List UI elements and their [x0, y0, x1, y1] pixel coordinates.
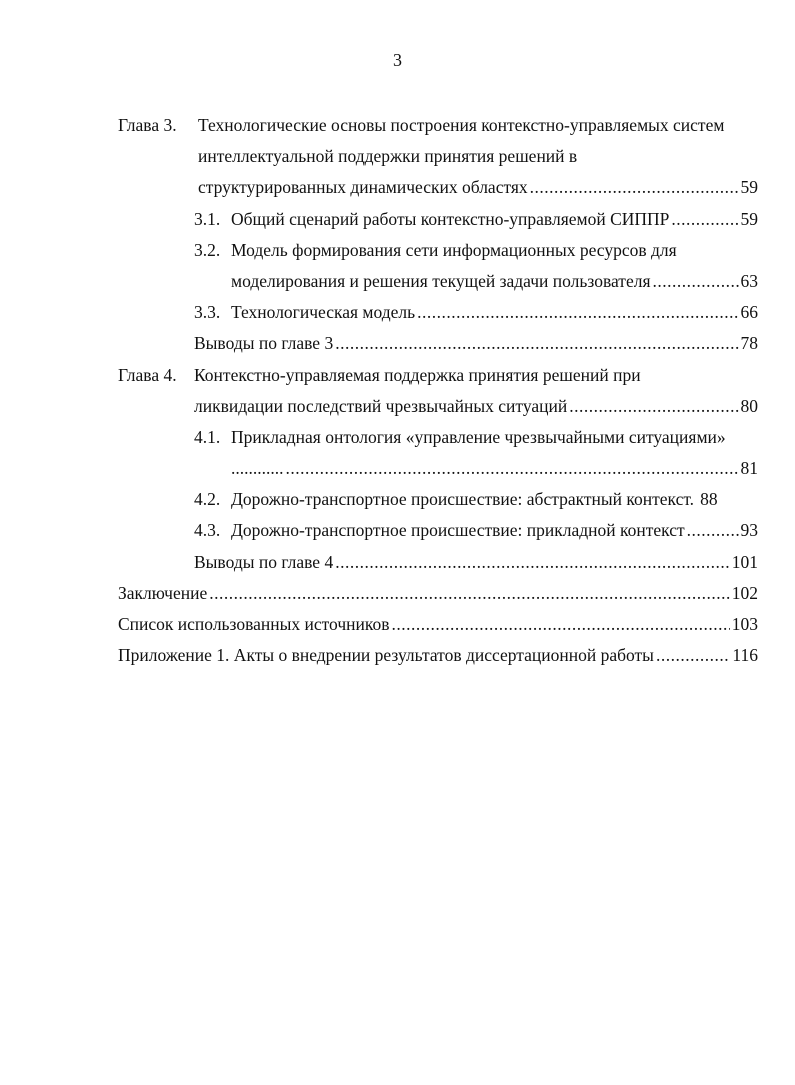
conclusion-page: 102: [731, 582, 758, 603]
toc-section-4-2: [118, 484, 758, 515]
chapter-3-conclusions-title: Выводы по главе 3: [194, 333, 334, 354]
toc-section-3-2-line-1: [118, 235, 758, 266]
toc-chapter-4-conclusions: [118, 547, 758, 578]
references-page: 103: [731, 614, 758, 634]
table-of-contents: [118, 110, 758, 671]
toc-section-4-3: [118, 515, 758, 546]
dot-leader: [286, 453, 739, 484]
toc-references: [118, 609, 758, 640]
toc-section-4-1-line-1: [118, 422, 758, 453]
chapter-3-page: 59: [740, 177, 758, 198]
dot-leader: [687, 515, 739, 546]
chapter-4-conclusions-page: 101: [731, 551, 758, 572]
dot-leader: [335, 328, 738, 359]
toc-chapter-3-conclusions: [118, 328, 758, 359]
chapter-3-conclusions-page: 78: [740, 333, 758, 354]
chapter-3-title-line-2: интеллектуальной поддержки принятия решений в: [198, 146, 578, 167]
chapter-4-conclusions-title: Выводы по главе 4: [194, 551, 334, 572]
section-3-2-number: 3.2.: [194, 239, 221, 260]
toc-section-3-3: [118, 297, 758, 328]
toc-conclusion: [118, 578, 758, 609]
chapter-4-page: 80: [740, 395, 758, 416]
section-4-1-page: 81: [740, 458, 758, 479]
dot-leader: [671, 204, 738, 235]
section-3-1-page: 59: [740, 208, 758, 229]
toc-chapter-4-line-1: [118, 360, 758, 391]
dot-leader: [656, 640, 730, 671]
chapter-4-label: Глава 4.: [118, 364, 177, 385]
toc-section-3-2-line-2: [118, 266, 758, 297]
dot-leader: [530, 172, 739, 203]
section-4-3-number: 4.3.: [194, 520, 221, 541]
section-3-2-title-line-1: Модель формирования сети информационных ресурсов для: [231, 239, 677, 260]
appendix-page: 116: [732, 645, 758, 666]
section-4-3-page: 93: [740, 520, 758, 541]
conclusion-title: Заключение: [118, 582, 208, 603]
dot-leader: [417, 297, 738, 328]
dot-leader: [209, 578, 730, 609]
section-4-1-title-line-2: ............: [231, 458, 284, 479]
section-3-1-number: 3.1.: [194, 208, 221, 229]
section-4-1-title-line-1: Прикладная онтология «управление чрезвычайными ситуациями»: [231, 426, 726, 447]
chapter-3-title-line-3: структурированных динамических областях: [198, 177, 528, 198]
section-3-3-number: 3.3.: [194, 302, 221, 323]
dot-leader: [392, 609, 730, 640]
references-title: Список использованных источников: [118, 614, 390, 634]
section-3-2-title-line-2: моделирования и решения текущей задачи пользователя: [231, 270, 651, 291]
appendix-title: Приложение 1. Акты о внедрении результатов диссертационной работы: [118, 645, 654, 666]
chapter-3-title-line-1: Технологические основы построения контекстно-управляемых систем: [198, 115, 725, 135]
section-4-1-number: 4.1.: [194, 426, 221, 447]
section-4-2-page: 88: [700, 489, 718, 510]
section-4-2-number: 4.2.: [194, 489, 221, 510]
section-3-1-title: Общий сценарий работы контекстно-управляемой СИППР: [231, 208, 670, 229]
section-3-2-page: 63: [740, 270, 758, 291]
dot-leader: [335, 547, 730, 578]
chapter-4-title-line-1: Контекстно-управляемая поддержка принятия решений при: [194, 364, 641, 385]
section-4-3-title: Дорожно-транспортное происшествие: прикладной контекст: [231, 520, 685, 541]
section-3-3-page: 66: [740, 302, 758, 323]
chapter-4-title-line-2: ликвидации последствий чрезвычайных ситуаций: [194, 395, 568, 416]
chapter-3-label: Глава 3.: [118, 115, 177, 135]
toc-appendix: [118, 640, 758, 671]
toc-chapter-4-line-2: [118, 391, 758, 422]
section-3-3-title: Технологическая модель: [231, 302, 416, 323]
page-number: 3: [393, 50, 402, 70]
toc-chapter-3-line-1: [118, 110, 758, 141]
dot-leader: [653, 266, 739, 297]
toc-chapter-3-line-3: [118, 172, 758, 203]
dot-leader: [569, 391, 738, 422]
toc-chapter-3-line-2: [118, 141, 758, 172]
section-4-2-title: Дорожно-транспортное происшествие: абстрактный контекст.: [231, 489, 695, 510]
toc-section-4-1-line-2: [118, 453, 758, 484]
toc-section-3-1: [118, 204, 758, 235]
